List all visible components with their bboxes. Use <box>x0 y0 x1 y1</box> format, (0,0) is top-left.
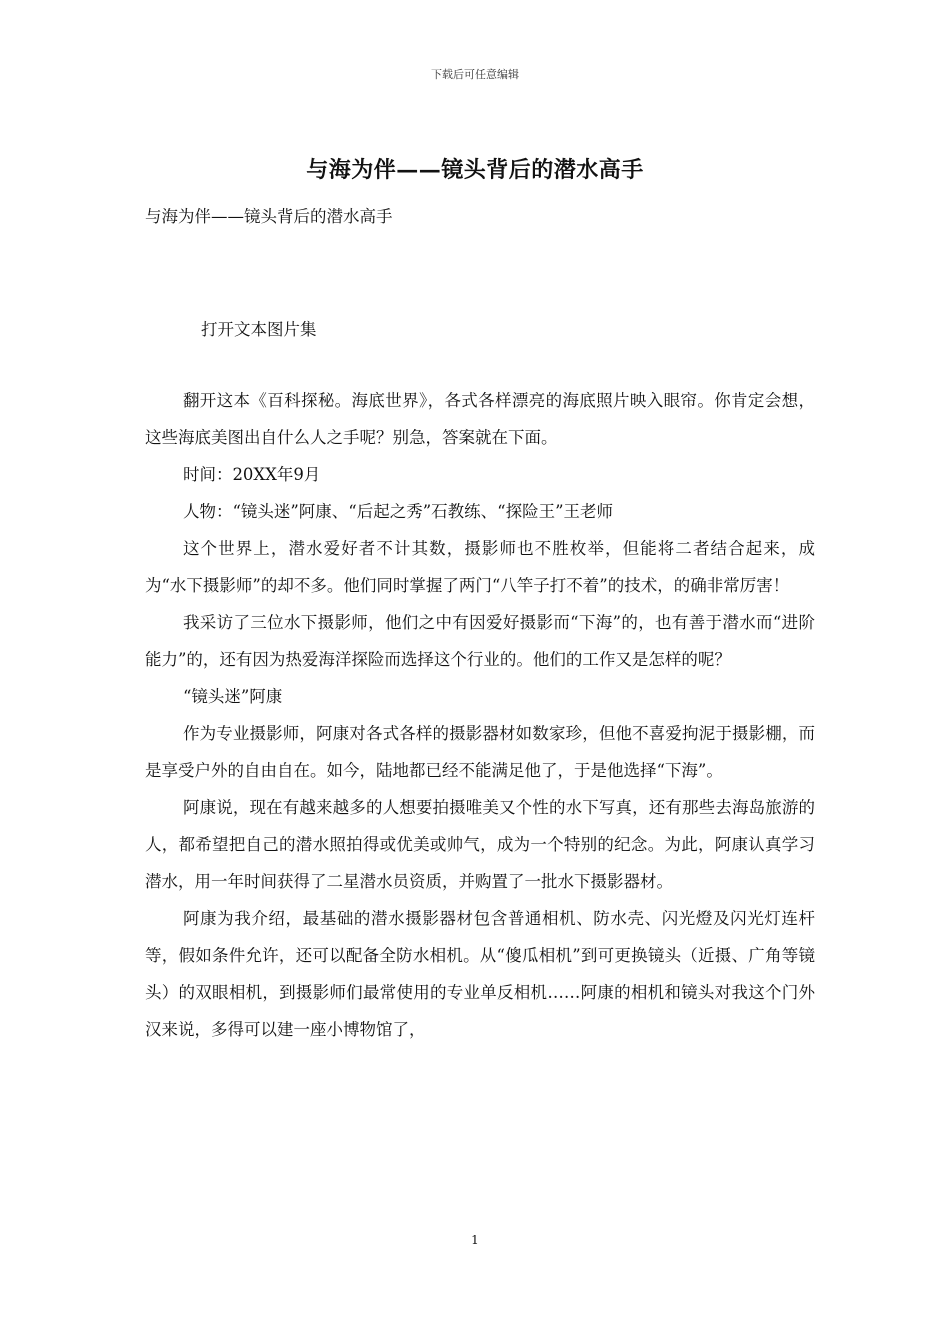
paragraph-time: 时间：20XX年9月 <box>182 465 321 484</box>
document-title: 与海为伴——镜头背后的潜水高手 <box>306 157 644 183</box>
article-body <box>145 382 815 1048</box>
page-header-note: 下载后可任意编辑 <box>431 68 519 81</box>
gallery-link[interactable]: 打开文本图片集 <box>201 320 317 339</box>
paragraph-people: 人物：“镜头迷”阿康、“后起之秀”石教练、“探险王”王老师 <box>182 502 614 521</box>
paragraph-akang-intro: 作为专业摄影师，阿康对各式各样的摄影器材如数家珍，但他不喜爱拘泥于摄影棚，而是享受户外的自由自在。如今，陆地都已经不能满足他了，于是他选择“下海”。 <box>145 724 815 780</box>
paragraph-interview: 我采访了三位水下摄影师，他们之中有因爱好摄影而“下海”的，也有善于潜水而“进阶能力”的，还有因为热爱海洋探险而选择这个行业的。他们的工作又是怎样的呢？ <box>145 613 815 669</box>
page-number: 1 <box>471 1233 479 1247</box>
paragraph-akang-learning: 阿康说，现在有越来越多的人想要拍摄唯美又个性的水下写真，还有那些去海岛旅游的人，都希望把自己的潜水照拍得或优美或帅气，成为一个特别的纪念。为此，阿康认真学习潜水，用一年时间获得了二星潜水员资质，并购置了一批水下摄影器材。 <box>145 798 815 891</box>
paragraph-akang-equipment: 阿康为我介绍，最基础的潜水摄影器材包含普通相机、防水壳、闪光燈及闪光灯连杆等，假如条件允许，还可以配备全防水相机。从“傻瓜相机”到可更换镜头（近摄、广角等镜头）的双眼相机，到摄影师们最常使用的专业单反相机……阿康的相机和镜头对我这个门外汉来说，多得可以建一座小博物馆了， <box>145 909 815 1039</box>
document-subtitle: 与海为伴——镜头背后的潜水高手 <box>145 207 393 226</box>
section-heading-akang: “镜头迷”阿康 <box>182 687 283 706</box>
paragraph-intro: 翻开这本《百科探秘。海底世界》，各式各样漂亮的海底照片映入眼帘。你肯定会想，这些海底美图出自什么人之手呢？别急，答案就在下面。 <box>145 391 815 447</box>
paragraph-background: 这个世界上，潜水爱好者不计其数，摄影师也不胜枚举，但能将二者结合起来，成为“水下摄影师”的却不多。他们同时掌握了两门“八竿子打不着”的技术，的确非常厉害！ <box>145 539 815 595</box>
